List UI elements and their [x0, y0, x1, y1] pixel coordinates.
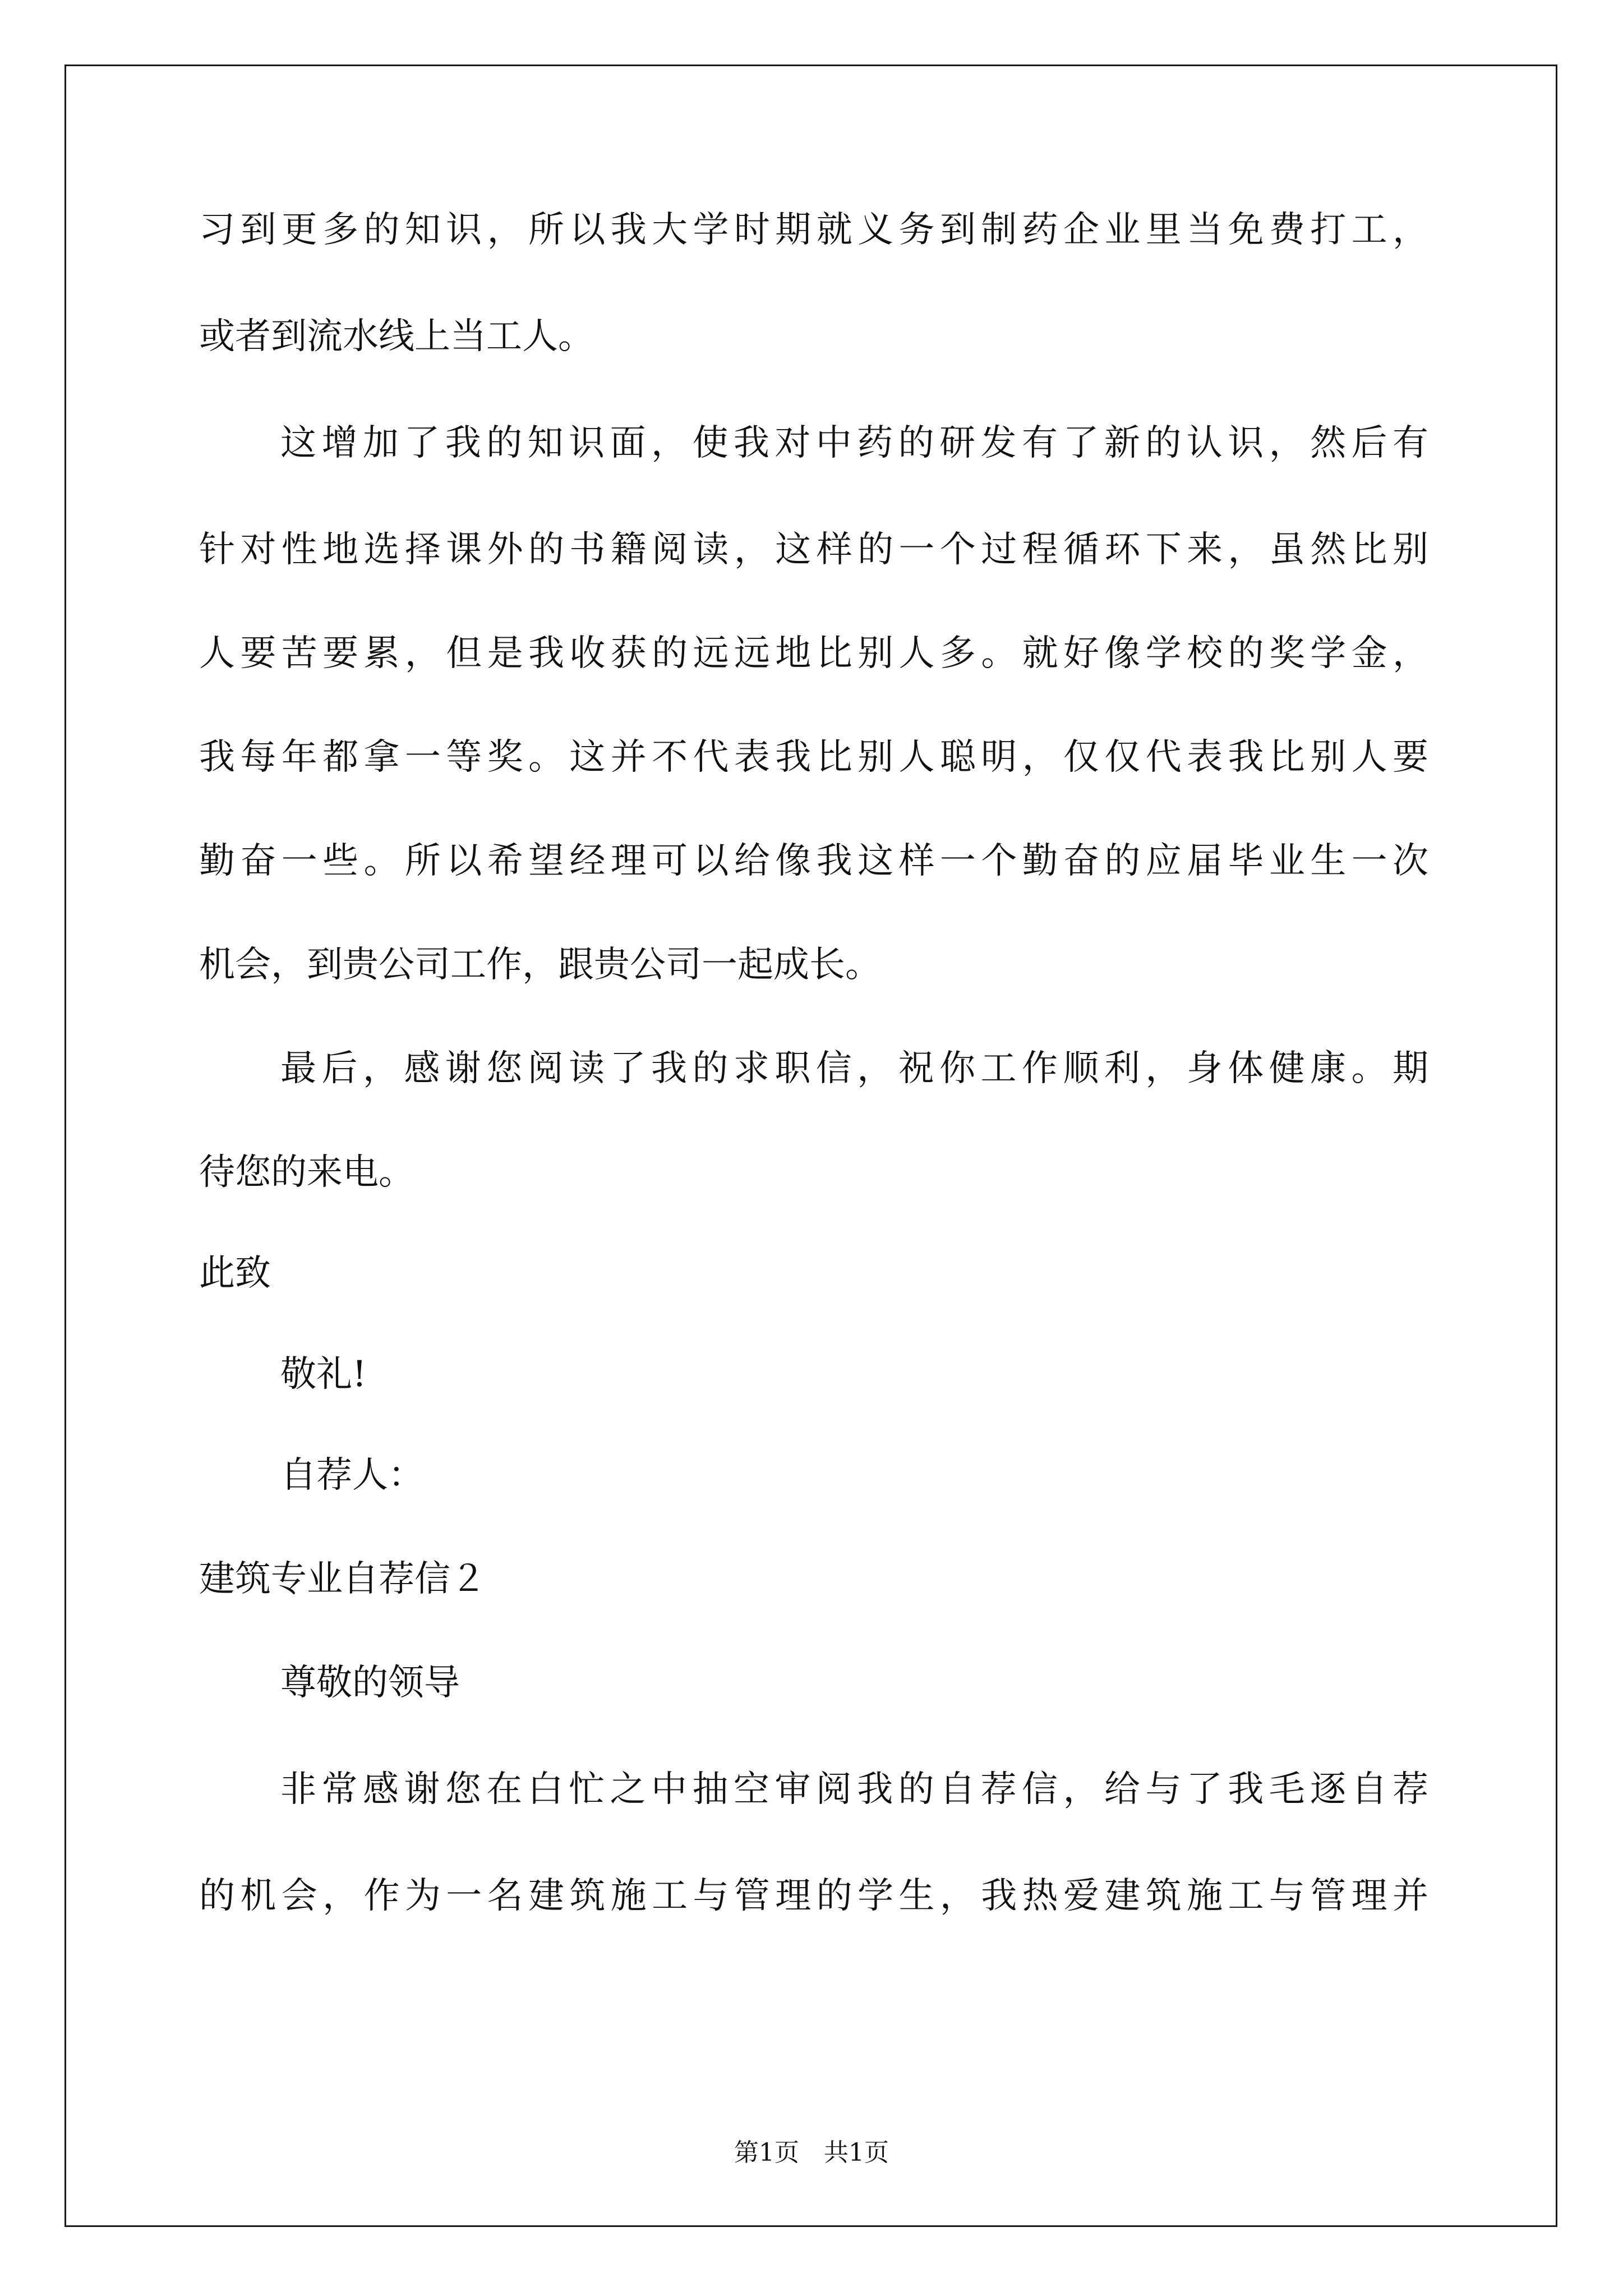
greeting-line: 尊敬的领导 [280, 1662, 460, 1704]
body-line-2: 或者到流水线上当工人。 [199, 316, 594, 357]
body-line-7: 勤奋一些。所以希望经理可以给像我这样一个勤奋的应届毕业生一次 [199, 840, 1428, 882]
body-line-12: 的机会，作为一名建筑施工与管理的学生，我热爱建筑施工与管理并 [199, 1875, 1428, 1917]
body-line-6: 我每年都拿一等奖。这并不代表我比别人聪明，仅仅代表我比别人要 [199, 737, 1428, 778]
body-line-3: 这增加了我的知识面，使我对中药的研发有了新的认识，然后有 [280, 422, 1428, 464]
body-line-5: 人要苦要累，但是我收获的远远地比别人多。就好像学校的奖学金， [199, 633, 1428, 674]
section-heading: 建筑专业自荐信２ [199, 1558, 486, 1600]
body-line-4: 针对性地选择课外的书籍阅读，这样的一个过程循环下来，虽然比别 [199, 529, 1428, 570]
closing-regards: 敬礼! [280, 1354, 367, 1395]
closing-salutation: 此致 [199, 1253, 271, 1294]
body-line-8: 机会，到贵公司工作，跟贵公司一起成长。 [199, 944, 881, 986]
page-footer: 第1页 共1页 [734, 2138, 889, 2167]
body-line-11: 非常感谢您在白忙之中抽空审阅我的自荐信，给与了我毛逐自荐 [280, 1769, 1428, 1810]
body-line-1: 习到更多的知识，所以我大学时期就义务到制药企业里当免费打工， [199, 209, 1428, 251]
body-line-10: 待您的来电。 [199, 1152, 414, 1193]
body-line-9: 最后，感谢您阅读了我的求职信，祝你工作顺利，身体健康。期 [280, 1048, 1428, 1089]
signature-label: 自荐人： [280, 1455, 424, 1496]
